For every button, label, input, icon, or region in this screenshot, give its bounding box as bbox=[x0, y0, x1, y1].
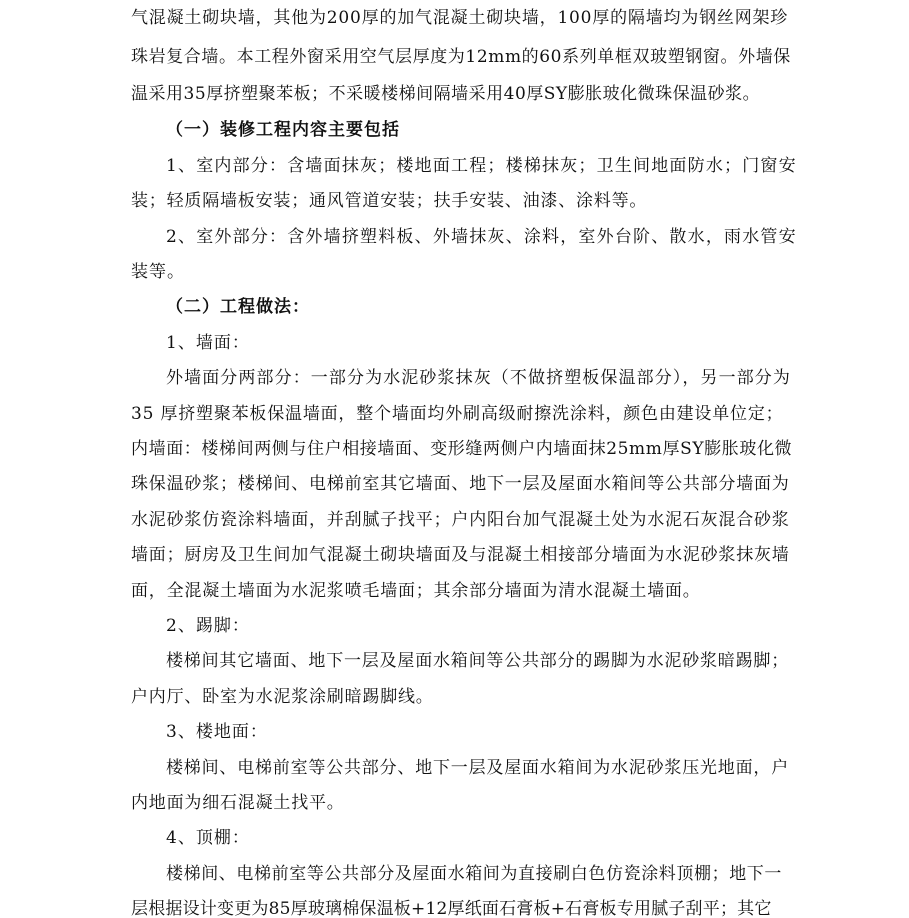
section-heading: （一）装修工程内容主要包括 bbox=[166, 120, 400, 140]
subheading: 3、楼地面： bbox=[166, 722, 268, 742]
subheading: 1、墙面： bbox=[166, 333, 250, 353]
text-line: 珠岩复合墙。本工程外窗采用空气层厚度为12mm的60系列单框双玻塑钢窗。外墙保 bbox=[131, 47, 791, 67]
text-line: 水泥砂浆仿瓷涂料墙面，并刮腻子找平；户内阳台加气混凝土处为水泥石灰混合砂浆 bbox=[131, 510, 790, 530]
text-line: 外墙面分两部分：一部分为水泥砂浆抹灰（不做挤塑板保温部分），另一部分为 bbox=[166, 368, 791, 388]
text-line: 墙面；厨房及卫生间加气混凝土砌块墙面及与混凝土相接部分墙面为水泥砂浆抹灰墙 bbox=[131, 545, 790, 565]
text-line: 层根据设计变更为85厚玻璃棉保温板+12厚纸面石膏板+石膏板专用腻子刮平；其它 bbox=[131, 899, 772, 918]
subheading: 2、踢脚： bbox=[166, 616, 250, 636]
text-line: 2、室外部分：含外墙挤塑料板、外墙抹灰、涂料，室外台阶、散水，雨水管安 bbox=[166, 227, 797, 247]
text-line: 楼梯间、电梯前室等公共部分及屋面水箱间为直接刷白色仿瓷涂料顶棚；地下一 bbox=[166, 864, 782, 884]
text-line: 面，全混凝土墙面为水泥浆喷毛墙面；其余部分墙面为清水混凝土墙面。 bbox=[131, 581, 701, 601]
text-line: 35 厚挤塑聚苯板保温墙面，整个墙面均外刷高级耐擦洗涂料，颜色由建设单位定； bbox=[131, 404, 784, 424]
text-line: 内地面为细石混凝土找平。 bbox=[131, 793, 345, 813]
text-line: 装；轻质隔墙板安装；通风管道安装；扶手安装、油漆、涂料等。 bbox=[131, 191, 648, 211]
text-line: 装等。 bbox=[131, 262, 185, 282]
section-heading: （二）工程做法： bbox=[166, 297, 310, 317]
text-line: 户内厅、卧室为水泥浆涂刷暗踢脚线。 bbox=[131, 687, 434, 707]
text-line: 楼梯间其它墙面、地下一层及屋面水箱间等公共部分的踢脚为水泥砂浆暗踢脚； bbox=[166, 651, 789, 671]
text-line: 楼梯间、电梯前室等公共部分、地下一层及屋面水箱间为水泥砂浆压光地面，户 bbox=[166, 758, 789, 778]
text-line: 珠保温砂浆；楼梯间、电梯前室其它墙面、地下一层及屋面水箱间等公共部分墙面为 bbox=[131, 474, 790, 494]
text-line: 气混凝土砌块墙，其他为200厚的加气混凝土砌块墙，100厚的隔墙均为钢丝网架珍 bbox=[131, 8, 789, 28]
text-line: 温采用35厚挤塑聚苯板；不采暖楼梯间隔墙采用40厚SY膨胀玻化微珠保温砂浆。 bbox=[131, 84, 761, 104]
subheading: 4、顶棚： bbox=[166, 828, 250, 848]
text-line: 1、室内部分：含墙面抹灰；楼地面工程；楼梯抹灰；卫生间地面防水；门窗安 bbox=[166, 156, 797, 176]
text-line: 内墙面：楼梯间两侧与住户相接墙面、变形缝两侧户内墙面抹25mm厚SY膨胀玻化微 bbox=[131, 439, 793, 459]
